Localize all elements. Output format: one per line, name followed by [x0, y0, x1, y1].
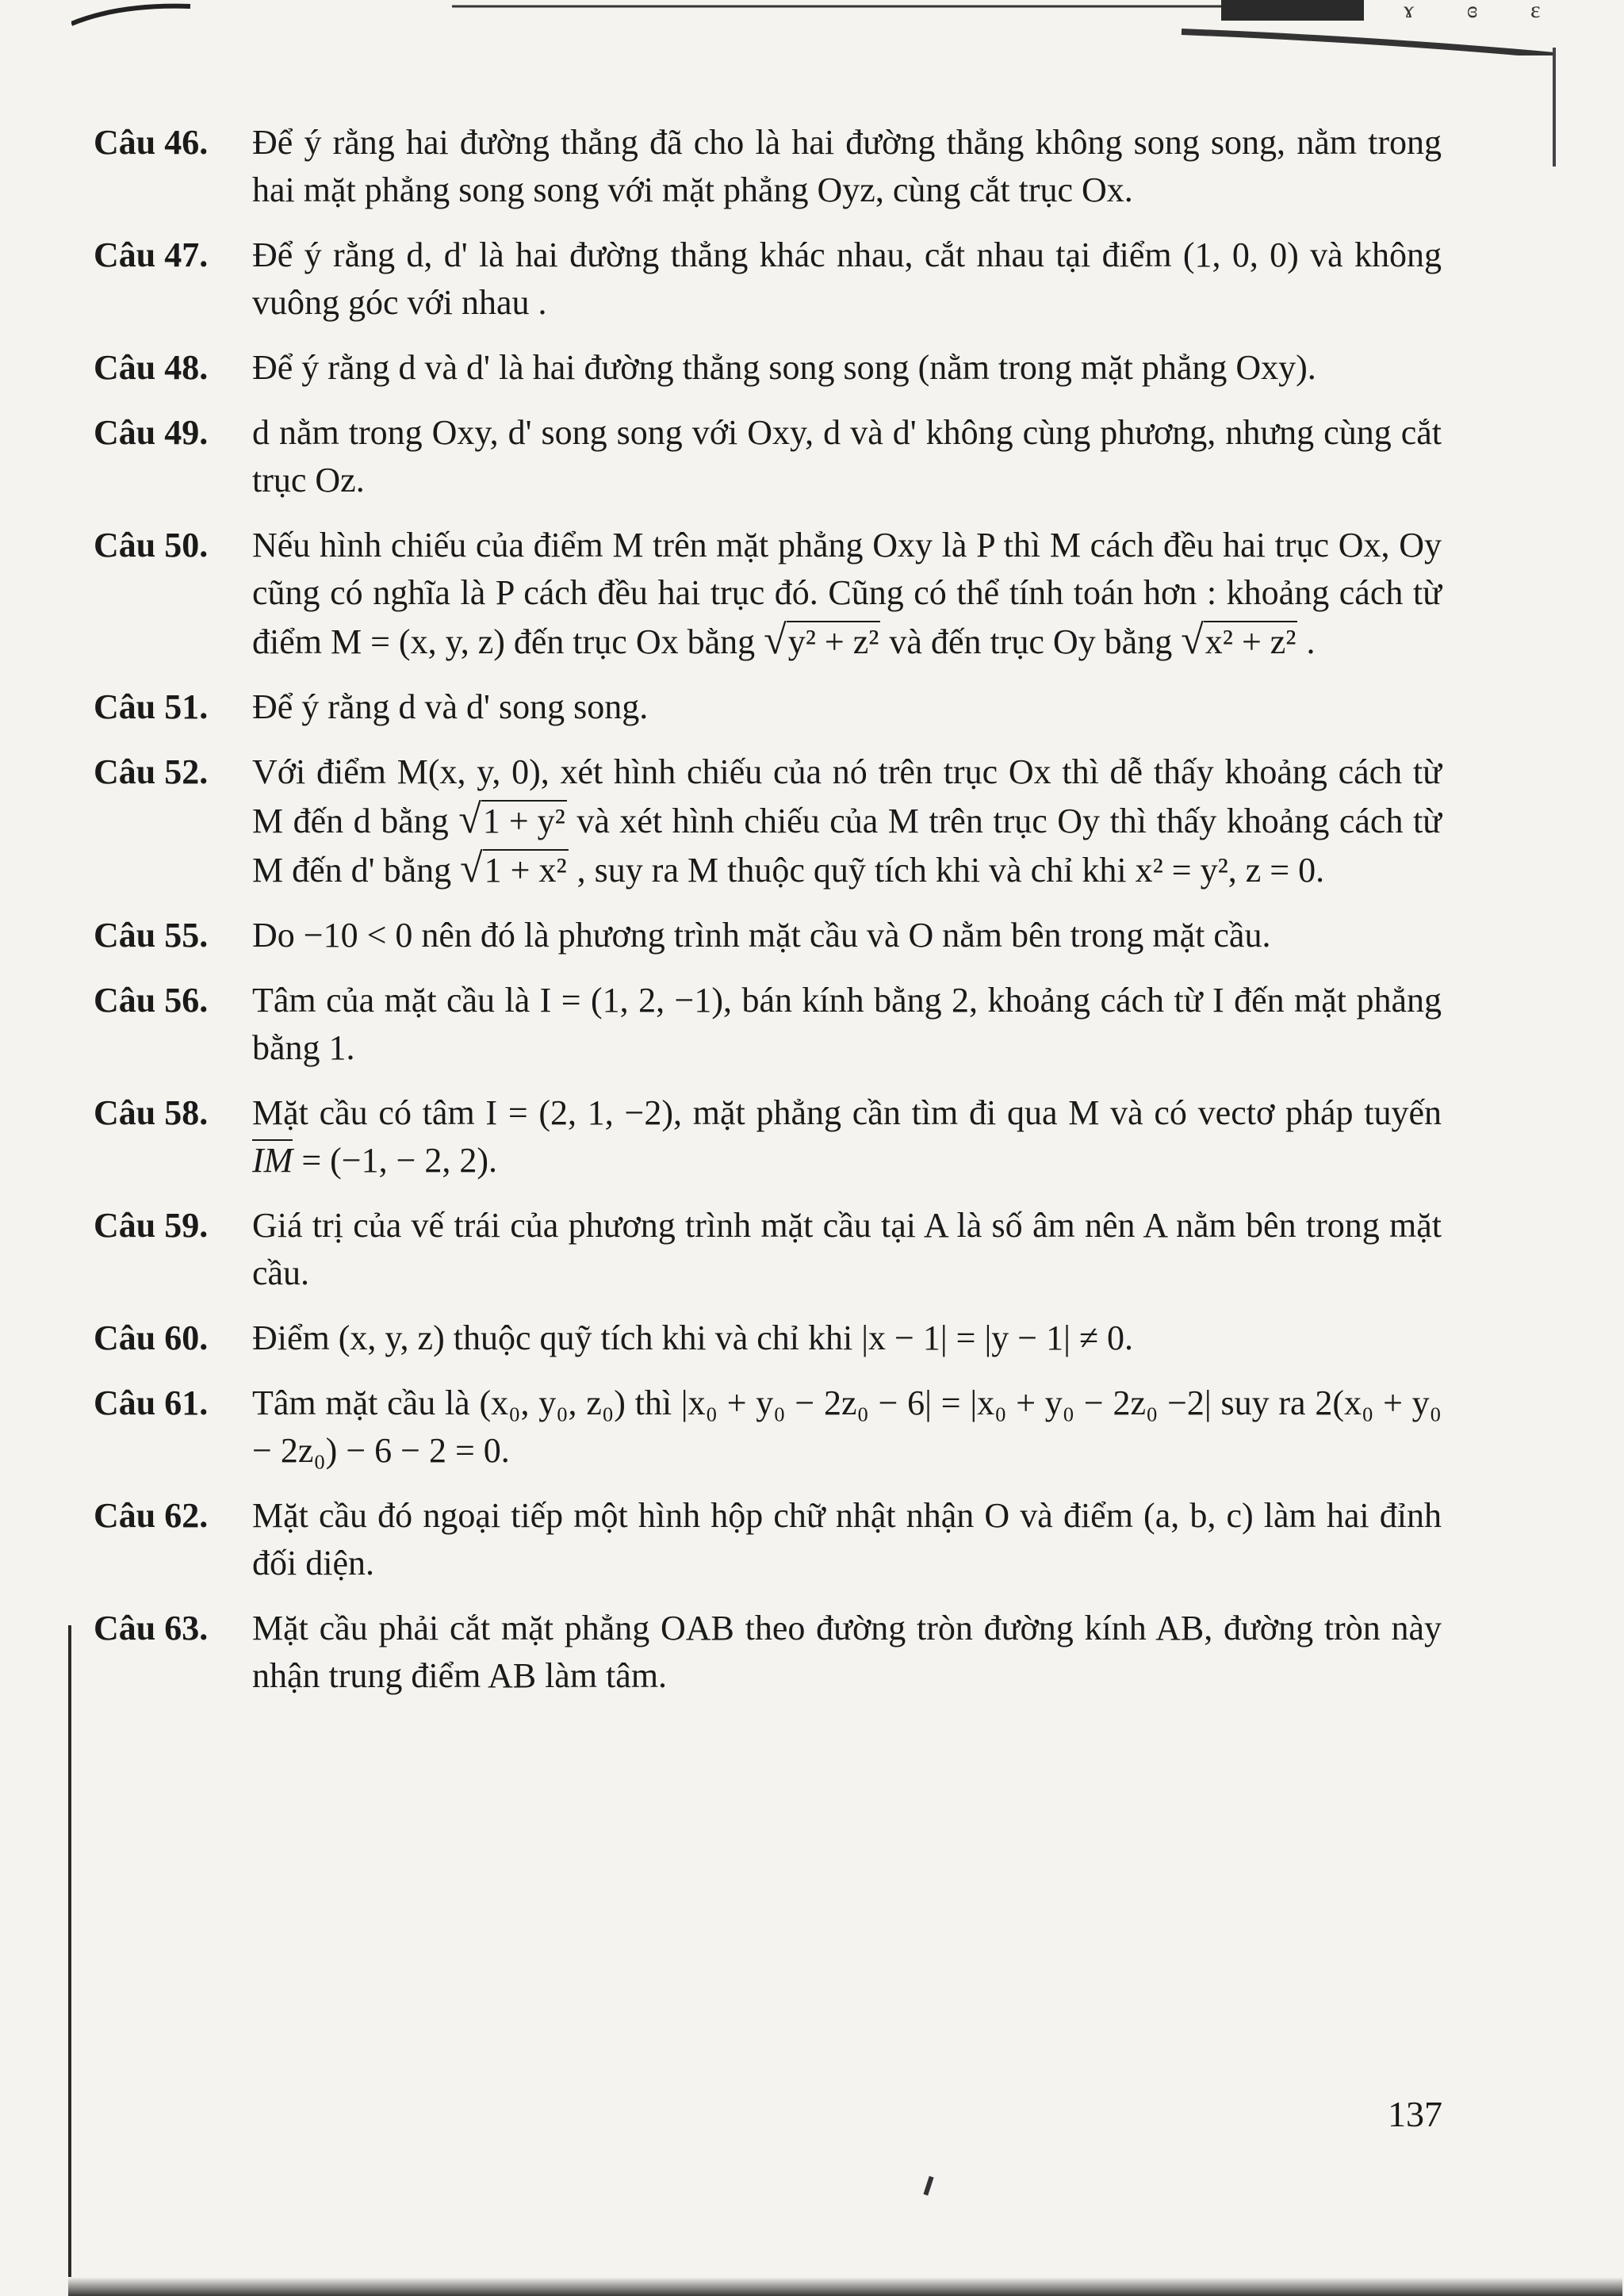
item-text: Điểm (x, y, z) thuộc quỹ tích khi và chỉ khi |x − 1| = |y − 1| ≠ 0.: [252, 1318, 1134, 1357]
answer-item: [94, 1202, 1442, 1297]
svg-text:ɛ: ɛ: [1530, 0, 1541, 23]
answer-item: [94, 409, 1442, 504]
vector-symbol: IM: [252, 1141, 293, 1180]
answer-item: [94, 522, 1442, 666]
item-number: Câu 61.: [94, 1383, 209, 1422]
answer-item: [94, 748, 1442, 894]
text-part: Nếu hình chiếu của điểm M trên mặt phẳng Oxy là P thì M cách đều hai trục Ox, Oy cũng có nghĩa là P cách đều hai trục đó. Cũng có thể tính toán hơn : khoảng cách từ điểm M = (x, y, z) đến trục Ox bằng: [252, 526, 1442, 661]
item-text: Để ý rằng d và d' là hai đường thẳng song song (nằm trong mặt phẳng Oxy).: [252, 348, 1316, 387]
item-text: [252, 748, 1442, 894]
item-number: Câu 51.: [94, 687, 209, 726]
item-text: [252, 522, 1442, 666]
sqrt-expression: √1 + y²: [458, 797, 565, 842]
answer-item: [94, 119, 1442, 214]
item-number: Câu 46.: [94, 123, 209, 162]
svg-text:ɞ: ɞ: [1467, 0, 1478, 23]
scan-left-edge: [68, 1625, 71, 2296]
item-number: Câu 55.: [94, 916, 209, 955]
text-part: .: [1306, 622, 1316, 661]
text-part: và xét hình chiếu của M trên trục Oy thì thấy khoảng cách từ M đến d' bằng: [252, 802, 1442, 890]
answer-item: [94, 1089, 1442, 1184]
answer-item: [94, 344, 1442, 392]
item-text: Mặt cầu đó ngoại tiếp một hình hộp chữ nhật nhận O và điểm (a, b, c) làm hai đỉnh đối diện.: [252, 1496, 1442, 1582]
item-number: Câu 63.: [94, 1609, 209, 1647]
item-text: Mặt cầu phải cắt mặt phẳng OAB theo đường tròn đường kính AB, đường tròn này nhận trung điểm AB làm tâm.: [252, 1609, 1442, 1695]
text-part: và đến trục Oy bằng: [889, 622, 1173, 661]
item-text: Để ý rằng d, d' là hai đường thẳng khác nhau, cắt nhau tại điểm (1, 0, 0) và không vuông góc với nhau .: [252, 235, 1442, 322]
item-number: Câu 62.: [94, 1496, 209, 1535]
answer-item: [94, 1380, 1442, 1475]
sqrt-radicand: x² + z²: [1205, 622, 1297, 661]
answer-item: [94, 912, 1442, 959]
item-number: Câu 58.: [94, 1093, 209, 1132]
answer-item: [94, 232, 1442, 327]
svg-text:ɤ: ɤ: [1404, 0, 1415, 23]
item-text: Tâm mặt cầu là (x₀, y₀, z₀) thì |x₀ + y₀ − 2z₀ − 6| = |x₀ + y₀ − 2z₀ −2| suy ra 2(x₀ + y₀ − 2z₀) − 6 − 2 = 0.: [252, 1383, 1442, 1470]
text-part: , suy ra M thuộc quỹ tích khi và chỉ khi x² = y², z = 0.: [576, 851, 1325, 890]
item-text: Để ý rằng d và d' song song.: [252, 687, 649, 726]
item-text: d nằm trong Oxy, d' song song với Oxy, d và d' không cùng phương, nhưng cùng cắt trục Oz.: [252, 413, 1442, 499]
item-number: Câu 60.: [94, 1318, 209, 1357]
answer-item: [94, 1492, 1442, 1587]
text-part: Mặt cầu có tâm I = (2, 1, −2), mặt phẳng cần tìm đi qua M và có vectơ pháp tuyến: [252, 1093, 1442, 1132]
item-number: Câu 56.: [94, 981, 209, 1020]
answer-item: [94, 1314, 1442, 1362]
answer-item: [94, 683, 1442, 731]
item-text: [252, 1089, 1442, 1184]
answer-item: [94, 1605, 1442, 1700]
pen-mark: [923, 2176, 933, 2196]
answer-list: [94, 119, 1442, 1717]
text-part: Với điểm M(x, y, 0), xét hình chiếu của nó trên trục Ox thì dễ thấy khoảng cách từ M đến d bằng: [252, 752, 1442, 840]
item-text: Để ý rằng hai đường thẳng đã cho là hai đường thẳng không song song, nằm trong hai mặt phẳng song song với mặt phẳng Oyz, cùng cắt trục Ox.: [252, 123, 1442, 209]
sqrt-radicand: 1 + y²: [482, 802, 565, 840]
answer-item: [94, 977, 1442, 1072]
item-text: Giá trị của vế trái của phương trình mặt cầu tại A là số âm nên A nằm bên trong mặt cầu.: [252, 1206, 1442, 1292]
scan-top-edge: [71, 0, 1562, 55]
item-text: Tâm của mặt cầu là I = (1, 2, −1), bán kính bằng 2, khoảng cách từ I đến mặt phẳng bằng 1.: [252, 981, 1442, 1067]
scan-bottom-edge: [68, 2277, 1622, 2296]
item-number: Câu 50.: [94, 526, 209, 564]
item-number: Câu 52.: [94, 752, 209, 791]
scan-right-edge: [1553, 48, 1556, 166]
sqrt-expression: √x² + z²: [1181, 618, 1297, 663]
page-number: 137: [1388, 2094, 1442, 2134]
item-text: Do −10 < 0 nên đó là phương trình mặt cầu và O nằm bên trong mặt cầu.: [252, 916, 1271, 955]
sqrt-expression: √1 + x²: [460, 846, 567, 891]
text-part: = (−1, − 2, 2).: [301, 1141, 498, 1180]
sqrt-expression: √y² + z²: [764, 618, 879, 663]
sqrt-radicand: 1 + x²: [484, 851, 567, 890]
item-number: Câu 49.: [94, 413, 209, 452]
item-number: Câu 48.: [94, 348, 209, 387]
item-number: Câu 59.: [94, 1206, 209, 1245]
item-number: Câu 47.: [94, 235, 209, 274]
sqrt-radicand: y² + z²: [787, 622, 879, 661]
